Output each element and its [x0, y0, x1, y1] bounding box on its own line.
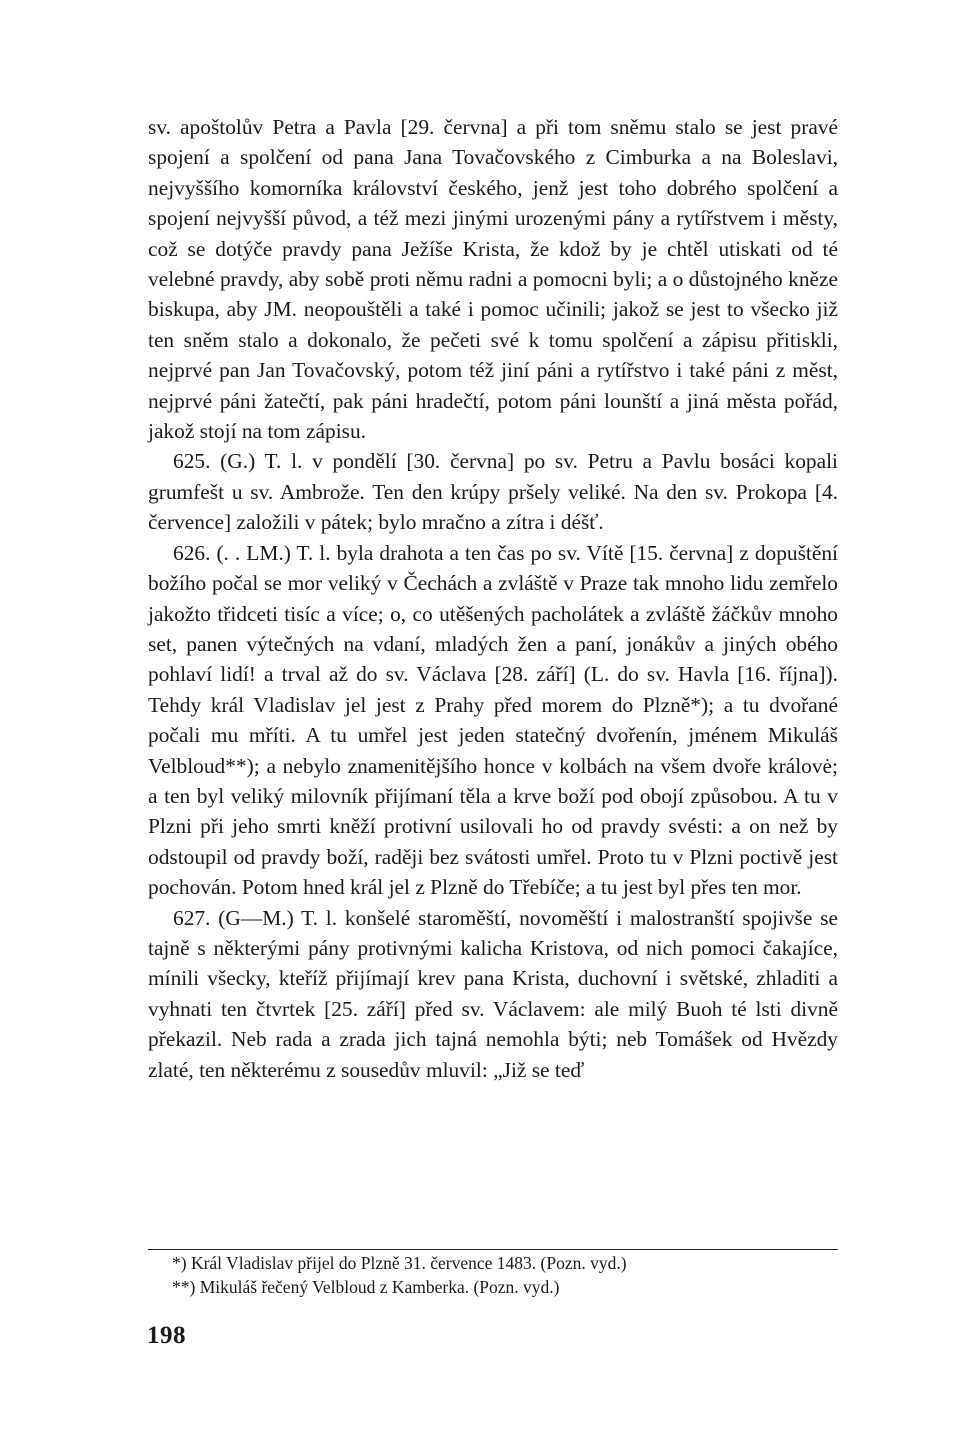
main-text-block — [148, 112, 838, 1085]
footnote-1: *) Král Vladislav přijel do Plzně 31. července 1483. (Pozn. vyd.) — [172, 1253, 627, 1273]
footnote-divider — [148, 1249, 838, 1250]
body-text — [148, 112, 838, 1085]
page-number: 198 — [147, 1322, 186, 1349]
paragraph-entry-625: 625. (G.) T. l. v pondělí [30. června] po sv. Petru a Pavlu bosáci kopali grumfešt u sv. Ambrože. Ten den krúpy pršely veliké. Na den sv. Prokopa [4. července] založili v pátek; bylo mračno a zítra i déšť. — [148, 449, 838, 535]
paragraph-entry-627: 627. (G—M.) T. l. konšelé staroměští, novoměští i malostranští spojivše se tajně s některými pány protivnými kalicha Kristova, od nich pomoci čakajíce, mínili všecky, kteříž přijímají krev pana Krista, duchovní i světské, zhladiti a vyhnati ten čtvrtek [25. září] před sv. Václavem: ale milý Buoh té lsti divně překazil. Neb rada a zrada jich tajná nemohla býti; neb Tomášek od Hvězdy zlaté, ten některému z sousedův mluvil: „Již se teď — [148, 905, 838, 1082]
footnote-2: **) Mikuláš řečený Velbloud z Kamberka. (Pozn. vyd.) — [172, 1277, 560, 1297]
footnotes — [172, 1251, 832, 1299]
paragraph-entry-626: 626. (. . LM.) T. l. byla drahota a ten čas po sv. Vítě [15. června] z dopuštění božího počal se mor veliký v Čechách a zvláště v Praze tak mnoho lidu zemřelo jakožto třidceti tisíc a více; o, co utěšených pacholátek a zvláště žáčkův mnoho set, panen výtečných na vdaní, mladých žen a paní, jonákův a jiných obého pohlaví lidí! a trval až do sv. Václava [28. září] (L. do sv. Havla [16. října]). Tehdy král Vladislav jel jest z Prahy před morem do Plzně*); a tu dvořané počali mu mříti. A tu umřel jest jeden statečný dvořenín, jménem Mikuláš Velbloud**); a nebylo znamenitějšího honce v kolbách na všem dvoře královė; a ten byl veliký milovník přijímaní těla a krve boží pod obojí způsobou. A tu v Plzni při jeho smrti kněží protivní usilovali ho od pravdy svésti: a on než by odstoupil od pravdy boží, raději bez svátosti umřel. Proto tu v Plzni poctivě jest pochován. Potom hned král jel z Plzně do Třebíče; a tu jest byl přes ten mor. — [148, 540, 838, 900]
paragraph-continuation: sv. apoštolův Petra a Pavla [29. června] a při tom sněmu stalo se jest pravé spojení a spolčení od pana Jana Tovačovského z Cimburka a na Boleslavi, nejvyššího komorníka království českého, jenž jest toho dobrého spolčení a spojení nejvyšší původ, a též mezi jinými urozenými pány a rytířstvem i městy, což se dotýče pravdy pana Ježíše Krista, že kdož by je chtěl utiskati od té velebné pravdy, aby sobě proti němu radni a pomocni byli; a o důstojného kněze biskupa, aby JM. neopouštěli a také i pomoc učinili; jakož se jest to všecko již ten sněm stalo a dokonalo, že pečeti své k tomu spolčení a zápisu přitiskli, nejprvé pan Jan Tovačovský, potom též jiní páni a rytířstvo i také páni z měst, nejprvé páni žatečtí, pak páni hradečtí, potom páni lounští a jiná města pořád, jakož stojí na tom zápisu. — [148, 115, 838, 444]
